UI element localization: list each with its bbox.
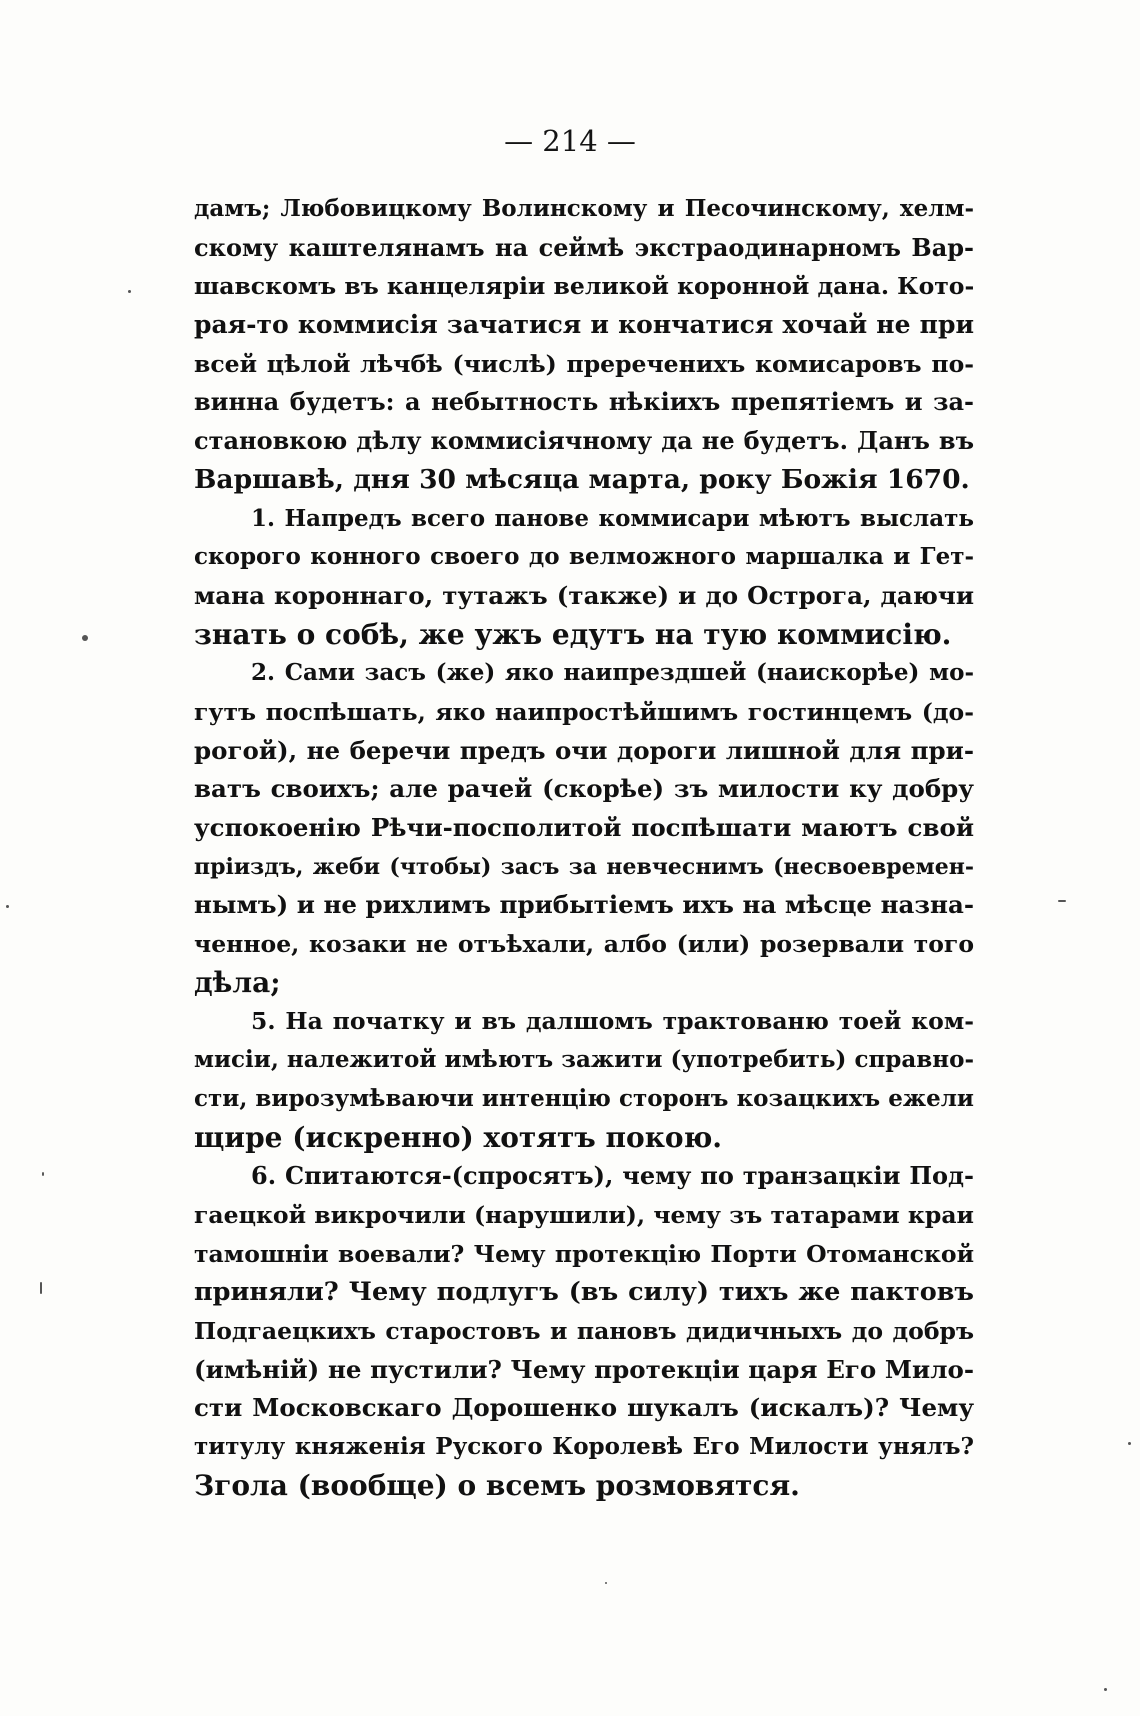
text-line: мисіи, належитой имѣютъ зажити (употребить) справно- [194, 1046, 974, 1074]
text-line: (имѣній) не пустили? Чему протекціи царя Его Мило- [194, 1354, 974, 1384]
scan-speck [128, 290, 131, 293]
scan-speck [1104, 1688, 1107, 1691]
scan-speck [6, 905, 9, 908]
scan-speck [605, 1582, 607, 1584]
text-line: тамошніи воевали? Чему протекцію Порти Отоманской [194, 1239, 974, 1268]
text-line: ватъ своихъ; але рачей (скорѣе) зъ милости ку добру [194, 774, 974, 804]
text-line: ченное, козаки не отъѣхали, албо (или) розервали того [194, 930, 974, 959]
scan-speck [40, 1282, 42, 1294]
text-line: титулу княженія Руского Королевѣ Его Милости унялъ? [194, 1433, 974, 1460]
text-line: нымъ) и не рихлимъ прибытіемъ ихъ на мѣсце назна- [194, 890, 974, 920]
body-text [194, 190, 974, 1505]
text-line: 6. Спитаются-(спросятъ), чему по транзацкіи Под- [251, 1161, 974, 1191]
text-line: дѣла; [194, 965, 281, 999]
text-line: винна будетъ: а небытность нѣкіихъ препятіемъ и за- [194, 387, 974, 417]
text-line: знать о собѣ, же ужъ едутъ на тую коммисію. [194, 617, 952, 651]
scan-speck [1058, 900, 1066, 902]
scan-speck [42, 1172, 44, 1176]
text-line: пріиздъ, жеби (чтобы) засъ за невчеснимъ (несвоевремен- [194, 853, 974, 880]
scan-speck [82, 635, 88, 641]
text-line: щире (искренно) хотятъ покою. [194, 1120, 723, 1154]
scan-speck [1128, 1442, 1131, 1445]
text-line: гаецкой викрочили (нарушили), чему зъ татарами краи [194, 1200, 974, 1229]
text-line: Варшавѣ, дня 30 мѣсяца марта, року Божія 1670. [194, 463, 970, 495]
text-line: скорого конного своего до велможного маршалка и Гет- [194, 543, 974, 571]
text-line: шавскомъ въ канцеляріи великой коронной дана. Кото- [194, 272, 975, 301]
text-line: рогой), не беречи предъ очи дороги лишной для при- [194, 735, 974, 765]
text-line: рая-то коммисія зачатися и кончатися хочай не при [194, 310, 974, 340]
text-line: сти Московскаго Дорошенко шукалъ (искалъ)? Чему [194, 1393, 974, 1423]
text-line: всей цѣлой лѣчбѣ (числѣ) пререченихъ комисаровъ по- [194, 349, 974, 378]
text-line: 2. Сами засъ (же) яко наипрездшей (наискорѣе) мо- [251, 659, 974, 687]
text-line: дамъ; Любовицкому Волинскому и Песочинскому, хелм- [194, 195, 974, 222]
text-line: сти, вирозумѣваючи интенцію сторонъ козацкихъ ежели [194, 1084, 974, 1112]
page-number: — 214 — [504, 124, 636, 158]
text-line: 5. На початку и въ далшомъ трактованю тоей ком- [251, 1007, 974, 1036]
text-line: мана короннаго, тутажъ (также) и до Острога, даючи [194, 580, 974, 610]
text-line: гутъ поспѣшать, яко наипростѣйшимъ гостинцемъ (до- [194, 697, 974, 726]
text-line: 1. Напредъ всего панове коммисари мѣютъ выслать [251, 504, 974, 532]
text-line: Згола (вообще) о всемъ розмовятся. [194, 1468, 800, 1502]
text-line: успокоенію Рѣчи-посполитой поспѣшати маютъ свой [194, 813, 974, 842]
text-line: скому каштелянамъ на сеймѣ экстраодинарномъ Вар- [194, 232, 974, 262]
text-line: приняли? Чему подлугъ (въ силу) тихъ же пактовъ [194, 1277, 974, 1308]
text-line: становкою дѣлу коммисіячному да не будетъ. Данъ въ [194, 426, 974, 456]
text-line: Подгаецкихъ старостовъ и пановъ дидичныхъ до добръ [194, 1316, 974, 1345]
